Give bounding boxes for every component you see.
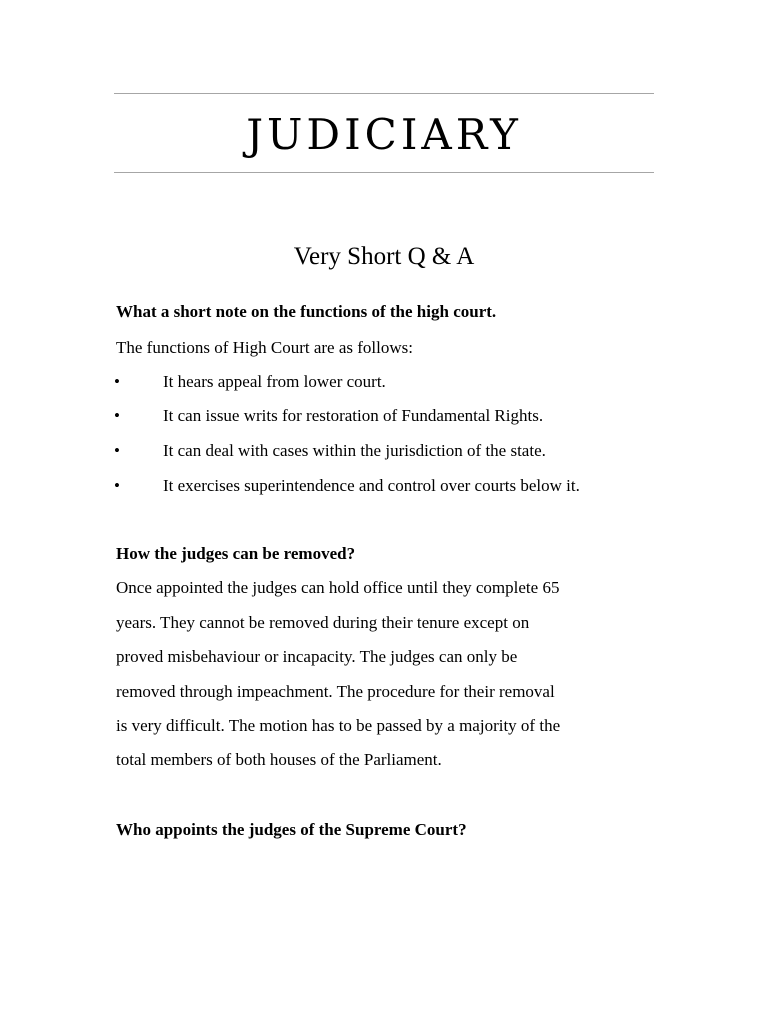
question-1: What a short note on the functions of the high court. — [116, 302, 497, 321]
answer-line: is very difficult. The motion has to be passed by a majority of the — [116, 716, 561, 735]
bullet-marker: • — [114, 476, 120, 495]
answer-line: removed through impeachment. The procedure for their removal — [116, 682, 555, 701]
bullet-marker: • — [114, 372, 120, 391]
list-item-text: It can deal with cases within the jurisdiction of the state. — [163, 441, 546, 460]
bullet-marker: • — [114, 441, 120, 460]
list-item-text: It can issue writs for restoration of Fundamental Rights. — [163, 406, 544, 425]
list-item-text: It exercises superintendence and control over courts below it. — [163, 476, 580, 495]
title-top-rule — [114, 93, 654, 94]
answer-line: years. They cannot be removed during their tenure except on — [116, 613, 530, 632]
answer-line: Once appointed the judges can hold office until they complete 65 — [116, 578, 560, 597]
section-heading: Very Short Q & A — [293, 243, 475, 270]
question-1-intro: The functions of High Court are as follows: — [116, 338, 413, 357]
question-3: Who appoints the judges of the Supreme Court? — [116, 820, 467, 839]
bullet-marker: • — [114, 406, 120, 425]
answer-line: proved misbehaviour or incapacity. The judges can only be — [116, 647, 518, 666]
title-bottom-rule — [114, 172, 654, 173]
list-item-text: It hears appeal from lower court. — [163, 372, 386, 391]
answer-line: total members of both houses of the Parliament. — [116, 750, 442, 769]
document-title: JUDICIARY — [246, 110, 522, 159]
question-2: How the judges can be removed? — [116, 544, 356, 563]
